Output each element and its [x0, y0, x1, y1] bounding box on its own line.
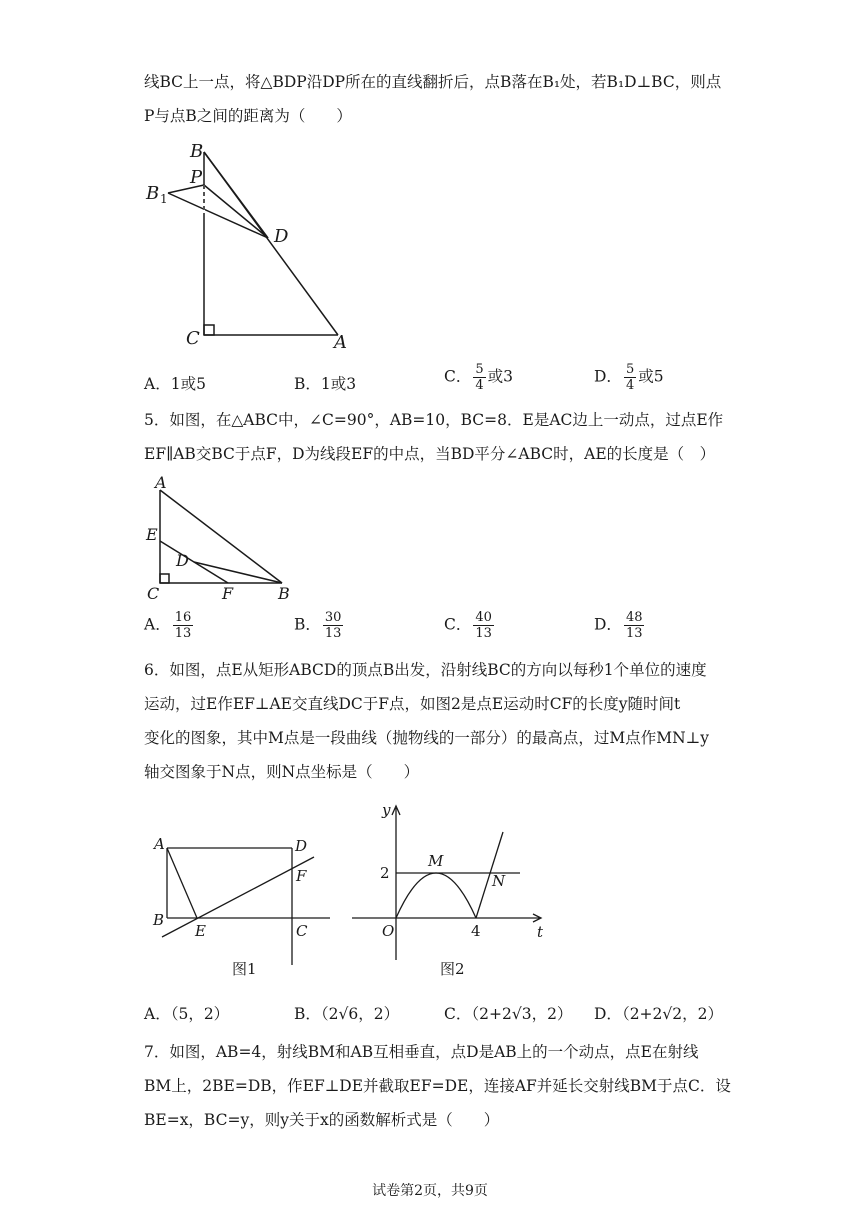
q4-label-b1: B [146, 183, 160, 204]
q6-option-d[interactable]: D．（2+2√2，2） [594, 1005, 723, 1023]
q4-label-b: B [190, 141, 204, 162]
q6-fig1-label-e: E [195, 922, 206, 940]
q6-fig2-label-m: M [428, 852, 444, 870]
q5-label-d: D [176, 551, 189, 570]
q6-fig2-caption: 图2 [440, 960, 465, 978]
q6-fig1-caption: 图1 [232, 960, 257, 978]
q6-fig1-label-c: C [296, 922, 308, 940]
q6-text-line4: 轴交图象于N点，则N点坐标是（ ） [144, 763, 420, 781]
q4-label-p: P [190, 167, 203, 188]
q5-label-b: B [278, 584, 290, 603]
q7-text-line2: BM上，2BE=DB，作EF⊥DE并截取EF=DE，连接AF并延长交射线BM于点C．设 [144, 1077, 731, 1095]
q7-text-line1: 7．如图，AB=4，射线BM和AB互相垂直，点D是AB上的一个动点，点E在射线 [144, 1043, 699, 1061]
q4-text-line1: 线BC上一点，将△BDP沿DP所在的直线翻折后，点B落在B₁处，若B₁D⊥BC，则点 [144, 73, 722, 91]
q5-option-d[interactable]: D． $\frac{48}{13}$ [594, 610, 643, 641]
page-footer: 试卷第2页，共9页 [372, 1183, 488, 1199]
q6-fig2-label-n: N [492, 872, 506, 890]
q6-fig1-label-b: B [153, 911, 165, 929]
q5-label-f: F [222, 584, 234, 603]
q5-label-c: C [147, 584, 160, 603]
q5-option-c[interactable]: C． $\frac{40}{13}$ [444, 610, 492, 641]
q5-text-line2: EF∥AB交BC于点F，D为线段EF的中点，当BD平分∠ABC时，AE的长度是（ ） [144, 445, 716, 463]
q6-text-line1: 6．如图，点E从矩形ABCD的顶点B出发，沿射线BC的方向以每秒1个单位的速度 [144, 661, 707, 679]
q6-fig2-label-o: O [382, 922, 395, 940]
q6-fig1-label-d: D [295, 837, 308, 855]
q7-text-line3: BE=x，BC=y，则y关于x的函数解析式是（ ） [144, 1111, 500, 1129]
q4-option-a[interactable]: A．1或5 [144, 375, 206, 393]
q6-option-b[interactable]: B．（2√6，2） [294, 1005, 400, 1023]
q6-option-c[interactable]: C．（2+2√3，2） [444, 1005, 573, 1023]
q6-option-a[interactable]: A．（5，2） [144, 1005, 230, 1023]
q4-label-b1-sub: 1 [160, 192, 168, 206]
q4-option-c[interactable]: C． $\frac{5}{4}$ 或3 [444, 362, 514, 393]
q4-label-a: A [334, 332, 347, 353]
q4-option-b[interactable]: B．1或3 [294, 375, 357, 393]
q6-text-line3: 变化的图象，其中M点是一段曲线（抛物线的一部分）的最高点，过M点作MN⊥y [144, 729, 710, 747]
q5-label-e: E [146, 525, 158, 544]
q6-fig2-label-y: y [382, 801, 391, 819]
q4-option-d[interactable]: D． $\frac{5}{4}$ 或5 [594, 362, 664, 393]
q6-fig1-label-f: F [296, 867, 307, 885]
q6-text-line2: 运动，过E作EF⊥AE交直线DC于F点，如图2是点E运动时CF的长度y随时间t [144, 695, 681, 713]
q5-label-a: A [155, 473, 167, 492]
q5-option-b[interactable]: B． $\frac{30}{13}$ [294, 610, 342, 641]
q6-fig1-label-a: A [154, 835, 165, 853]
q6-fig2-label-t: t [537, 923, 544, 941]
q4-label-d: D [274, 226, 289, 247]
q6-fig2-tick-2: 2 [380, 864, 390, 882]
q4-label-c: C [186, 328, 200, 349]
q6-fig2-tick-4: 4 [471, 922, 481, 940]
q5-text-line1: 5．如图，在△ABC中，∠C=90°，AB=10，BC=8．E是AC边上一动点，过点E作 [144, 411, 724, 429]
q4-text-line2: P与点B之间的距离为（ ） [144, 107, 352, 125]
q5-option-a[interactable]: A． $\frac{16}{13}$ [144, 610, 192, 641]
